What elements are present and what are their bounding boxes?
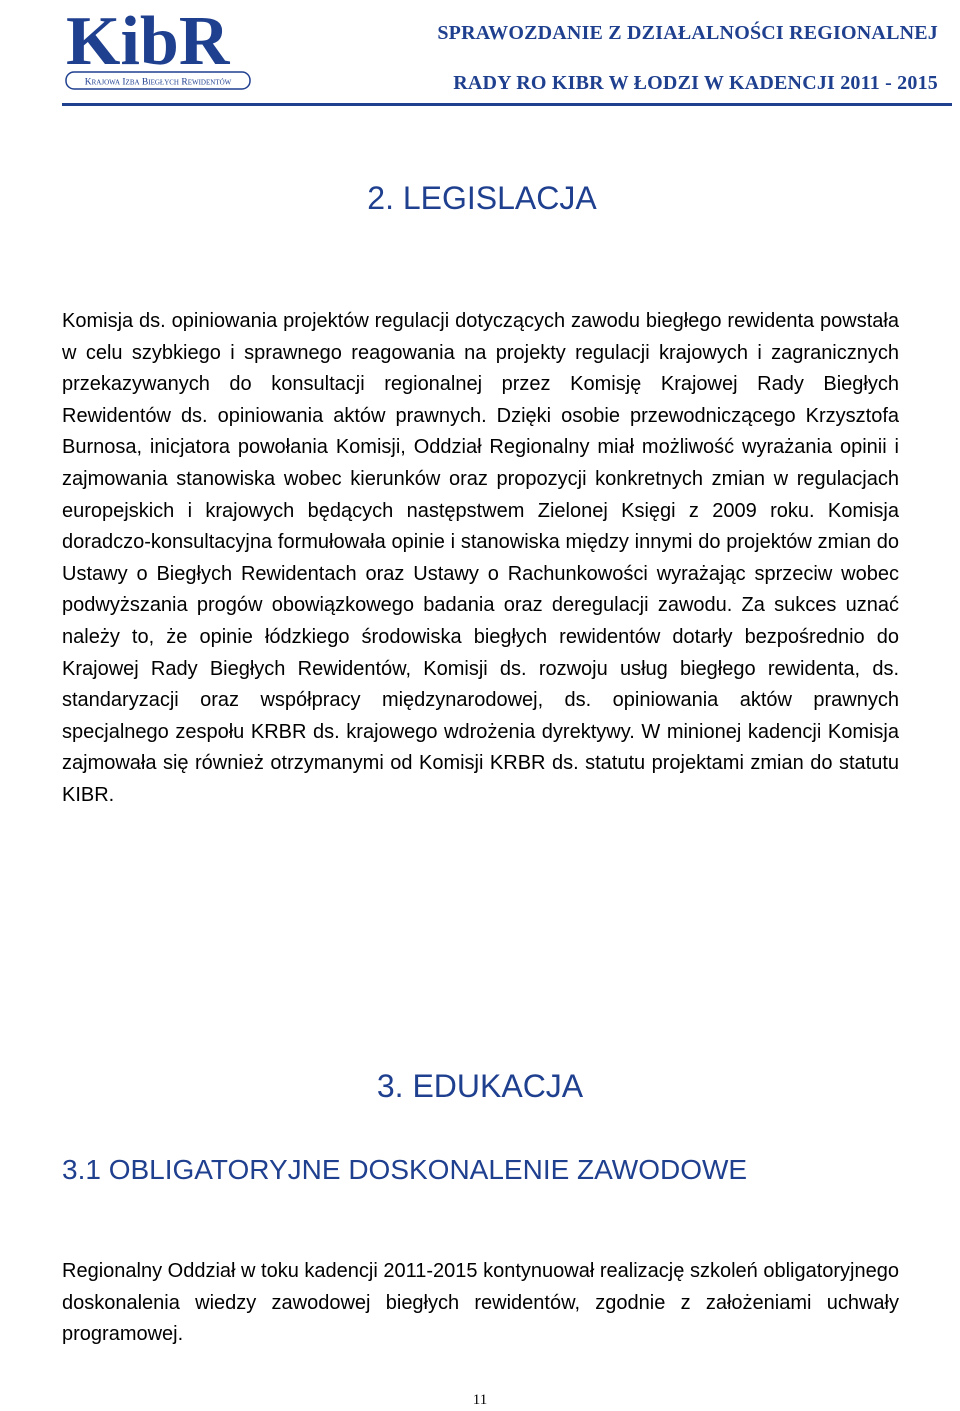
page-number: 11 [472,1392,488,1408]
header-title-line2: RADY RO KIBR W ŁODZI W KADENCJI 2011 - 2015 [453,72,938,94]
paragraph-edukacja: Regionalny Oddział w toku kadencji 2011-2015 kontynuował realizację szkoleń obligatoryjnego doskonalenia wiedzy zawodowej biegłych rewidentów, zgodnie z założeniami uchwały programowej. [62,1260,899,1346]
page-header [0,0,960,110]
logo-wordmark: KibR [66,4,230,80]
kibr-logo-graphic [64,4,254,92]
section-heading-legislacja: 2. LEGISLACJA [367,180,597,216]
header-title-line1: SPRAWOZDANIE Z DZIAŁALNOŚCI REGIONALNEJ [437,22,938,44]
section-heading-edukacja: 3. EDUKACJA [376,1068,584,1104]
header-divider [62,103,952,106]
logo-subtitle: Krajowa Izba Biegłych Rewidentów [84,77,232,88]
subsection-heading-doskonalenie: 3.1 OBLIGATORYJNE DOSKONALENIE ZAWODOWE [62,1154,748,1185]
paragraph-legislacja: Komisja ds. opiniowania projektów regulacji dotyczących zawodu biegłego rewidenta powstała w celu szybkiego i sprawnego reagowania na projekty regulacji krajowych i zagranicznych przekazywanych do konsultacji regionalnej przez Komisję Krajowej Rady Biegłych Rewidentów ds. opiniowania aktów prawnych. Dzięki osobie przewodniczącego Krzysztofa Burnosa, inicjatora powołania Komisji, Oddział Regionalny miał możliwość wyrażania opinii i zajmowania stanowiska wobec kierunków oraz propozycji konkretnych zmian w regulacjach europejskich i krajowych będących następstwem Zielonej Księgi z 2009 roku. Komisja doradczo-konsultacyjna formułowała opinie i stanowiska między innymi do projektów zmian do Ustawy o Biegłych Rewidentach oraz Ustawy o Rachunkowości wyrażając sprzeciw wobec podwyższania progów obowiązkowego badania oraz deregulacji zawodu. Za sukces uznać należy to, że opinie łódzkiego środowiska biegłych rewidentów dotarły bezpośrednio do Krajowej Rady Biegłych Rewidentów, Komisji ds. rozwoju usług biegłego rewidenta, ds. standaryzacji oraz współpracy międzynarodowej, ds. opiniowania aktów prawnych specjalnego zespołu KRBR ds. krajowego wdrożenia dyrektywy. W minionej kadencji Komisja zajmowała się również otrzymanymi od Komisji KRBR ds. statutu projektami zmian do statutu KIBR. [62,310,899,806]
kibr-logo [64,4,254,92]
